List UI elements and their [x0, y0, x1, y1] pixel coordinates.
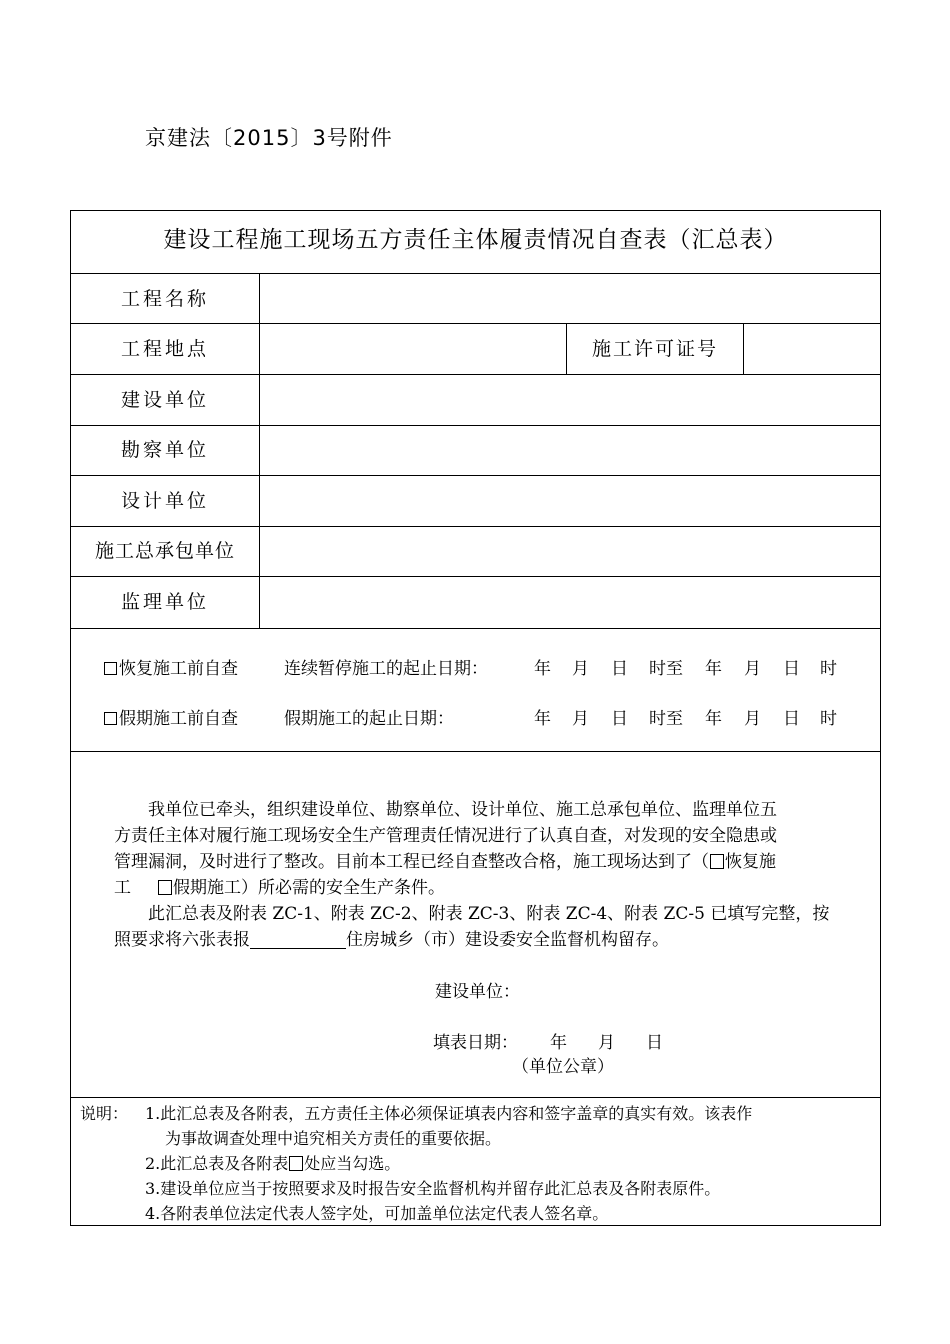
date-day: 日: [611, 709, 628, 729]
note-item: 4.各附表单位法定代表人签字处，可加盖单位法定代表人签名章。: [145, 1204, 609, 1223]
statement-line-options: [114, 875, 445, 901]
document-reference: 京建法〔2015〕3号附件: [145, 126, 393, 150]
holiday-date-desc: 假期施工的起止日期：: [284, 709, 454, 729]
statement-line-submit: [114, 927, 669, 953]
date-month: 月: [572, 709, 589, 729]
checkbox-holiday-option[interactable]: [158, 880, 172, 895]
statement-text: 照要求将六张表报: [114, 930, 250, 950]
supervisor-field[interactable]: [267, 591, 867, 611]
date-year: 年: [705, 709, 722, 729]
divider: [259, 273, 260, 628]
checkbox-holiday[interactable]: [104, 712, 117, 725]
designer-field[interactable]: [267, 490, 867, 510]
divider: [71, 323, 880, 324]
holiday-check-option[interactable]: [104, 704, 238, 729]
self-check-form: [70, 210, 881, 1226]
date-hour-to: 时至: [649, 659, 683, 679]
holiday-check-label: 假期施工前自查: [119, 709, 238, 729]
checkbox-symbol: [289, 1156, 303, 1171]
fill-date-day: 日: [646, 1033, 663, 1053]
date-year: 年: [534, 709, 551, 729]
divider: [71, 374, 880, 375]
note-item: 为事故调查处理中追究相关方责任的重要依据。: [165, 1129, 502, 1148]
divider: [743, 323, 744, 374]
fill-date-month: 月: [598, 1033, 615, 1053]
divider: [71, 273, 880, 274]
district-blank-field[interactable]: [250, 930, 346, 949]
divider: [71, 425, 880, 426]
statement-line-options: [114, 849, 776, 875]
general-contractor-label: 施工总承包单位: [94, 540, 235, 562]
fill-date-label: 填表日期：: [433, 1033, 518, 1053]
supervisor-label: 监理单位: [120, 591, 209, 613]
project-location-field[interactable]: [267, 338, 557, 358]
developer-label: 建设单位: [120, 389, 209, 411]
statement-line: 此汇总表及附表 ZC-1、附表 ZC-2、附表 ZC-3、附表 ZC-4、附表 ZC-5 已填写完整，按: [148, 904, 830, 924]
note-item: 1.此汇总表及各附表，五方责任主体必须保证填表内容和签字盖章的真实有效。该表作: [145, 1104, 753, 1123]
notes-heading: 说明：: [80, 1104, 129, 1123]
divider: [71, 1097, 880, 1098]
checkbox-resume[interactable]: [104, 662, 117, 675]
form-title: 建设工程施工现场五方责任主体履责情况自查表（汇总表）: [163, 227, 788, 253]
resume-check-option[interactable]: [104, 654, 238, 679]
statement-text: 管理漏洞，及时进行了整改。目前本工程已经自查整改合格，施工现场达到了（: [114, 852, 709, 872]
date-day: 日: [611, 659, 628, 679]
note-text: 处应当勾选。: [304, 1154, 401, 1173]
project-name-field[interactable]: [267, 288, 867, 308]
note-item: 3.建设单位应当于按照要求及时报告安全监督机构并留存此汇总表及各附表原件。: [145, 1179, 721, 1198]
surveyor-label: 勘察单位: [120, 439, 209, 461]
date-year: 年: [534, 659, 551, 679]
designer-label: 设计单位: [120, 490, 209, 512]
project-location-label: 工程地点: [120, 338, 209, 360]
date-hour: 时: [820, 709, 837, 729]
project-name-label: 工程名称: [120, 288, 209, 310]
resume-date-desc: 连续暂停施工的起止日期：: [284, 659, 488, 679]
divider: [71, 628, 880, 629]
divider: [71, 576, 880, 577]
statement-text: 住房城乡（市）建设委安全监督机构留存。: [346, 930, 669, 950]
developer-field[interactable]: [267, 389, 867, 409]
date-day: 日: [783, 659, 800, 679]
surveyor-field[interactable]: [267, 439, 867, 459]
option-resume-label: 恢复施: [725, 852, 776, 872]
date-month: 月: [572, 659, 589, 679]
statement-line: 方责任主体对履行施工现场安全生产管理责任情况进行了认真自查，对发现的安全隐患或: [114, 826, 777, 846]
option-holiday-label: 假期施工）所必需的安全生产条件。: [173, 878, 445, 898]
note-item: [145, 1151, 400, 1176]
signing-unit-label: 建设单位：: [435, 982, 520, 1002]
date-year: 年: [705, 659, 722, 679]
unit-seal-note: （单位公章）: [512, 1057, 614, 1077]
resume-check-label: 恢复施工前自查: [119, 659, 238, 679]
date-month: 月: [744, 659, 761, 679]
checkbox-resume-option[interactable]: [710, 854, 724, 869]
divider: [71, 751, 880, 752]
date-hour: 时: [820, 659, 837, 679]
statement-text: 工: [114, 878, 131, 898]
permit-number-label: 施工许可证号: [591, 338, 718, 360]
permit-number-field[interactable]: [751, 338, 871, 358]
date-month: 月: [744, 709, 761, 729]
date-hour-to: 时至: [649, 709, 683, 729]
divider: [71, 475, 880, 476]
date-day: 日: [783, 709, 800, 729]
note-text: 2.此汇总表及各附表: [145, 1154, 289, 1173]
divider: [71, 526, 880, 527]
general-contractor-field[interactable]: [267, 540, 867, 560]
fill-date-year: 年: [550, 1033, 567, 1053]
statement-line: 我单位已牵头，组织建设单位、勘察单位、设计单位、施工总承包单位、监理单位五: [148, 800, 777, 820]
